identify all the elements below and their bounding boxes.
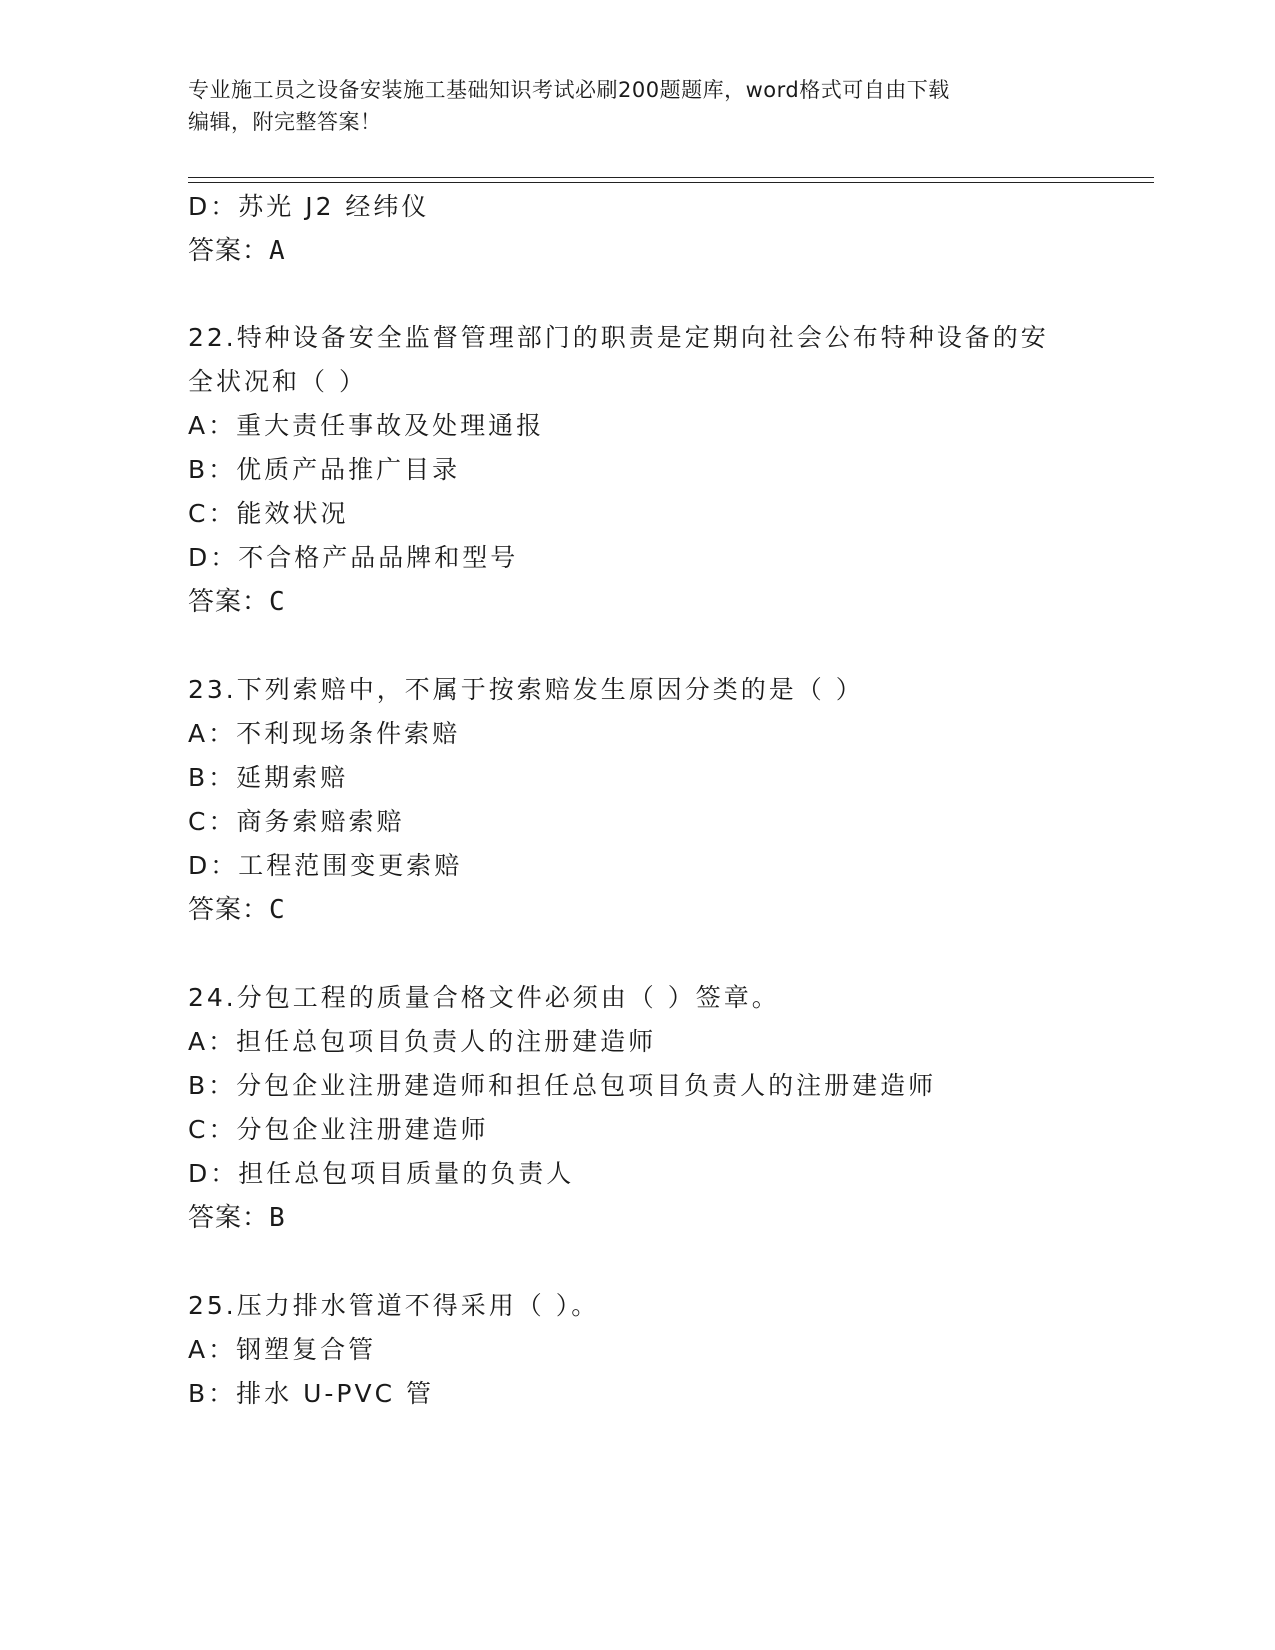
q22-stem-line2: 全状况和（ ） [188,367,367,396]
q23-option-a: A：不利现场条件索赔 [188,719,461,748]
q24-option-b: B：分包企业注册建造师和担任总包项目负责人的注册建造师 [188,1071,937,1100]
answer-label: 答案： [188,236,270,266]
q23-option-b: B：延期索赔 [188,763,349,792]
q23-answer [188,893,285,927]
header-title-line2: 编辑，附完整答案！ [188,110,382,134]
q23-option-d: D：工程范围变更索赔 [188,851,463,880]
answer-value: C [269,587,285,617]
q25-stem: 25.压力排水管道不得采用（ ）。 [188,1291,600,1320]
q25-option-a: A：钢塑复合管 [188,1335,377,1364]
document-header [188,74,1068,138]
answer-value: C [269,895,285,925]
answer-label: 答案： [188,587,270,617]
q24-stem: 24.分包工程的质量合格文件必须由（ ）签章。 [188,983,780,1012]
q24-option-c: C：分包企业注册建造师 [188,1115,489,1144]
q24-option-d: D：担任总包项目质量的负责人 [188,1159,575,1188]
answer-value: B [269,1203,285,1233]
q24-option-a: A：担任总包项目负责人的注册建造师 [188,1027,657,1056]
answer-label: 答案： [188,1203,270,1233]
q23-option-c: C：商务索赔索赔 [188,807,405,836]
header-divider-bottom [188,182,1154,183]
q25-option-b: B：排水 U-PVC 管 [188,1379,434,1408]
q22-option-c: C：能效状况 [188,499,349,528]
q22-option-a: A：重大责任事故及处理通报 [188,411,545,440]
header-title-line1: 专业施工员之设备安装施工基础知识考试必刷200题题库，word格式可自由下载 [188,78,950,102]
answer-label: 答案： [188,895,270,925]
q23-stem: 23.下列索赔中，不属于按索赔发生原因分类的是（ ） [188,675,864,704]
prev-answer [188,234,285,268]
prev-option-d: D：苏光 J2 经纬仪 [188,192,430,221]
q22-stem-line1: 22.特种设备安全监督管理部门的职责是定期向社会公布特种设备的安 [188,323,1049,352]
q24-answer [188,1201,285,1235]
q22-option-b: B：优质产品推广目录 [188,455,461,484]
q22-option-d: D：不合格产品品牌和型号 [188,543,519,572]
q22-answer [188,585,285,619]
answer-value: A [269,236,285,266]
header-divider-top [188,177,1154,178]
